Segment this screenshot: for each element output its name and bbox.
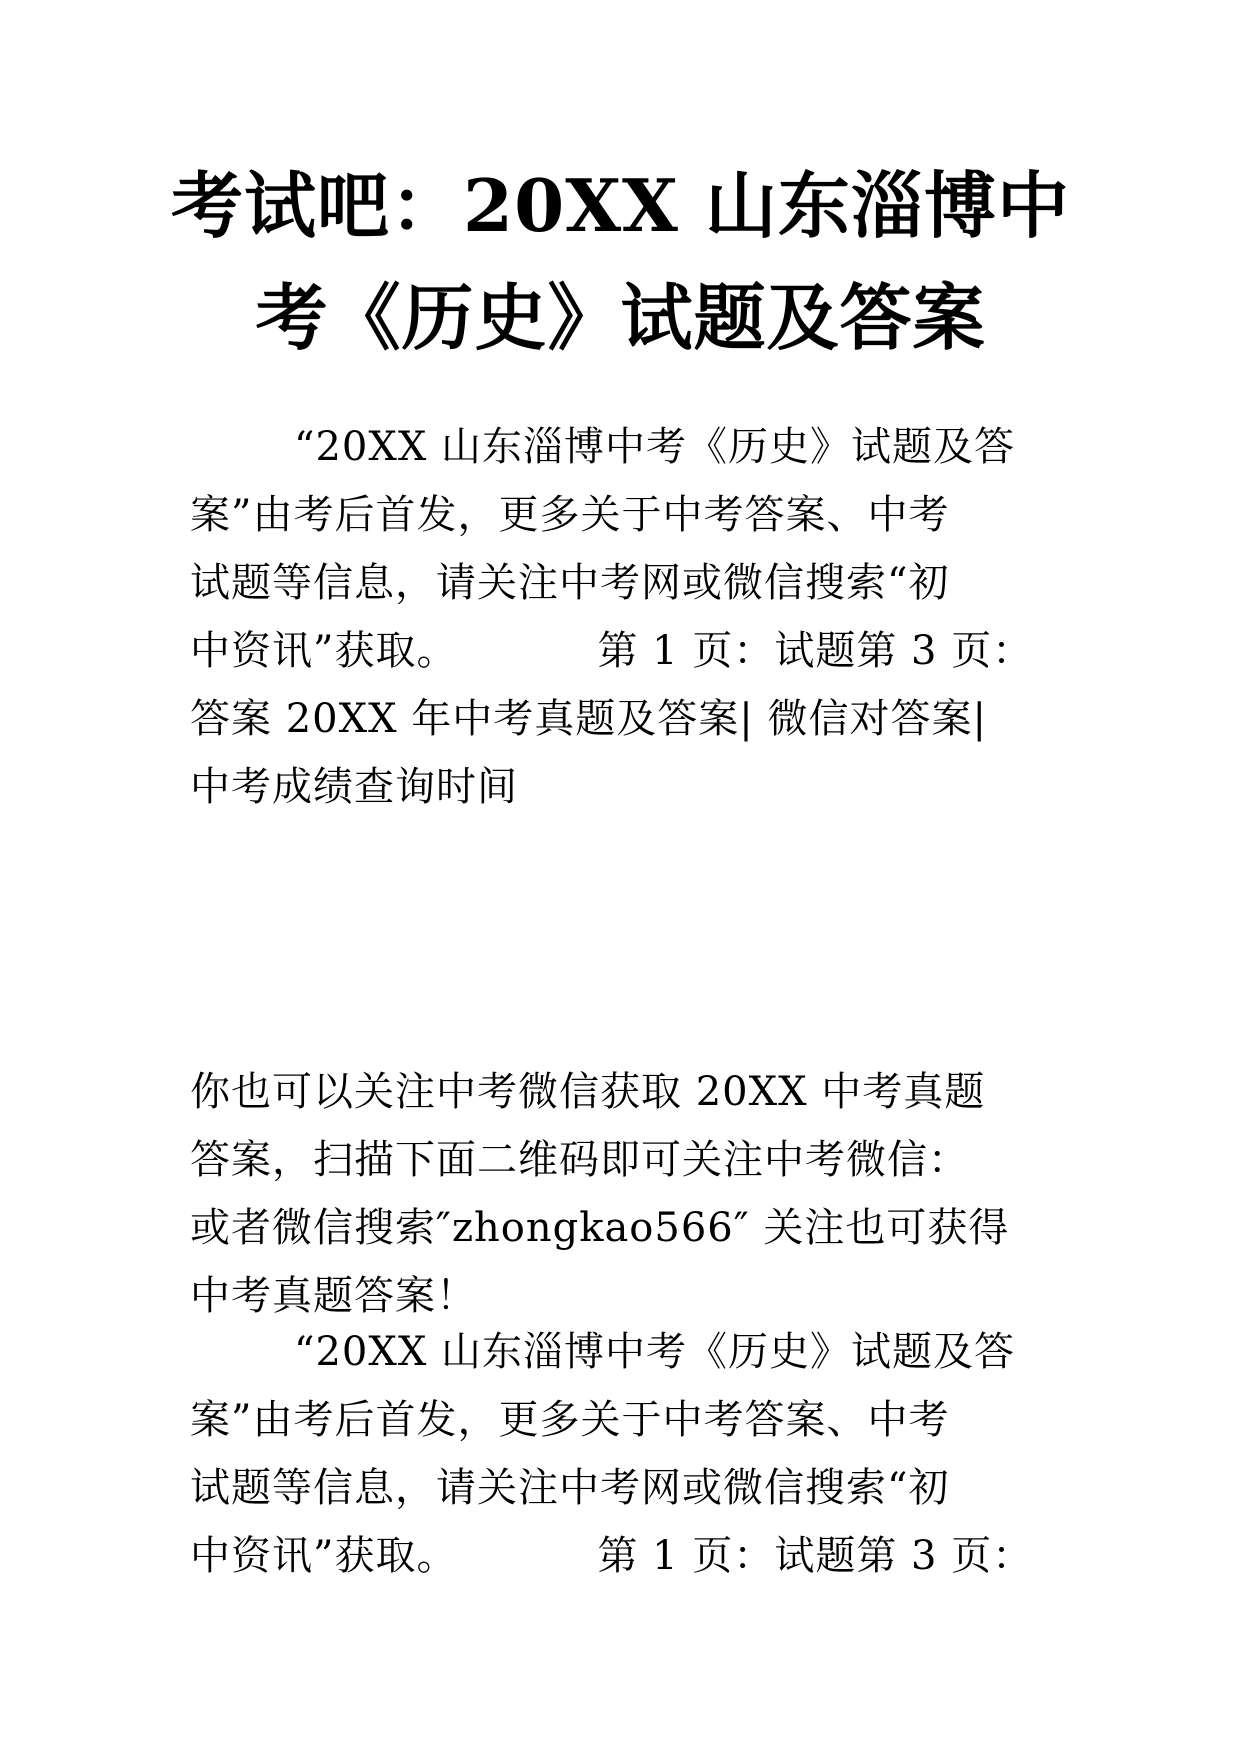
page-nav-text: 第 1 页：试题第 3 页： (597, 628, 1034, 674)
page-nav-text: 第 1 页：试题第 3 页： (597, 1533, 1034, 1579)
text-line: “20XX 山东淄博中考《历史》试题及答 (294, 1329, 1016, 1375)
text-line: 试题等信息，请关注中考网或微信搜索“初 (190, 1465, 950, 1511)
text-line (190, 1522, 1070, 1590)
text-line: “20XX 山东淄博中考《历史》试题及答 (294, 424, 1016, 470)
paragraph-intro-repeat (190, 1318, 1070, 1590)
text-line: 试题等信息，请关注中考网或微信搜索“初 (190, 560, 950, 606)
text-line: 案”由考后首发，更多关于中考答案、中考 (190, 492, 950, 538)
document-title (150, 150, 1091, 374)
text-line: 答案 20XX 年中考真题及答案| 微信对答案| (190, 696, 987, 742)
title-line: 考试吧：20XX 山东淄博中 (171, 163, 1070, 248)
title-line: 考《历史》试题及答案 (255, 275, 986, 360)
text-line: 答案，扫描下面二维码即可关注中考微信： (190, 1137, 969, 1183)
text-line: 案”由考后首发，更多关于中考答案、中考 (190, 1397, 950, 1443)
paragraph-intro (190, 413, 1070, 821)
text-line: 你也可以关注中考微信获取 20XX 中考真题 (190, 1069, 986, 1115)
text-segment: 中资讯”获取。 (190, 1533, 458, 1579)
text-line: 或者微信搜索″zhongkao566″ 关注也可获得 (190, 1205, 1010, 1251)
text-line: 中考真题答案！ (190, 1273, 477, 1319)
paragraph-wechat (190, 1058, 1070, 1330)
text-line: 中考成绩查询时间 (190, 764, 518, 810)
text-segment: 中资讯”获取。 (190, 628, 458, 674)
text-line (190, 617, 1070, 685)
